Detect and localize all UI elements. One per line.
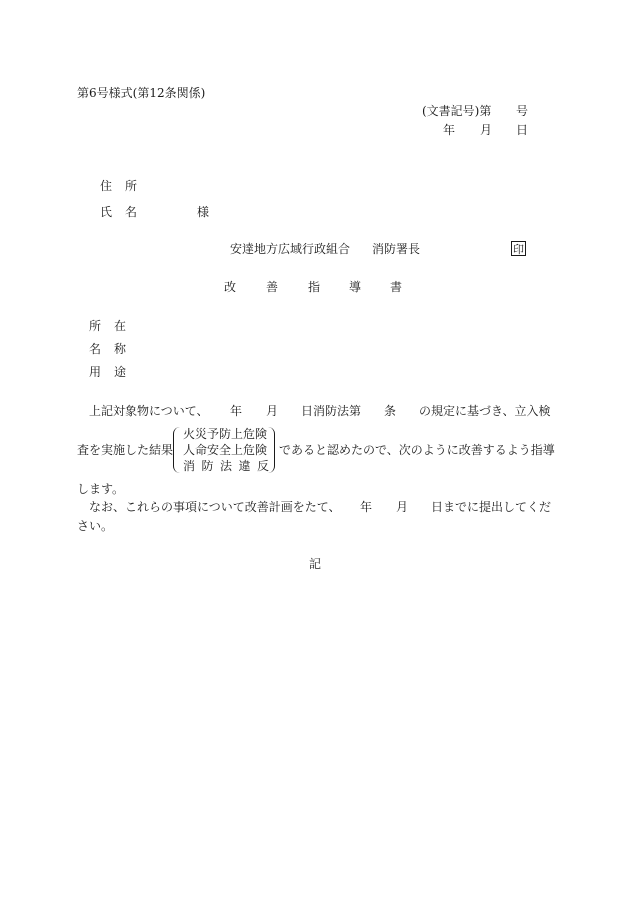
target-name-label-2: 称 [114,342,127,356]
option-violation-char-4: 違 [238,459,251,473]
body-line1-month: 月 [266,404,279,418]
issuer-organization: 安達地方広域行政組合 [230,242,351,256]
title-char-4: 導 [349,280,362,294]
option-fire-law-violation [183,460,269,472]
body-line1-end: の規定に基づき、立入検 [419,404,551,418]
recipient-honorific: 様 [197,205,210,219]
body-line5: さい。 [77,519,114,533]
recipient-name-label-1: 氏 [100,205,113,219]
body-line4-end: 日までに提出してくだ [431,500,552,514]
recipient-name-label-2: 名 [125,205,138,219]
target-location-label-1: 所 [89,319,102,333]
body-line1-start: 上記対象物について、 [89,404,209,418]
target-name-label-1: 名 [89,342,102,356]
title-char-5: 書 [390,280,403,294]
date-month: 月 [480,123,493,137]
body-line4-start: なお、これらの事項について改善計画をたて、 [89,500,341,514]
body-line1-day-law: 日消防法第 [301,404,362,418]
ki-heading: 記 [309,557,322,571]
body-line1-year: 年 [230,404,243,418]
recipient-address-label-1: 住 [100,179,113,193]
seal-stamp: 印 [513,243,524,256]
body-line3: します。 [77,482,125,496]
option-violation-char-1: 消 [183,459,196,473]
target-use-label-1: 用 [89,365,102,379]
option-life-safety: 人命安全上危険 [183,443,268,457]
title-char-2: 善 [266,280,279,294]
option-violation-char-5: 反 [256,459,269,473]
document-number-prefix: (文書記号)第 [422,104,492,118]
body-line1-article: 条 [384,404,397,418]
option-violation-char-2: 防 [201,459,214,473]
document-number-suffix: 号 [516,104,529,118]
title-char-3: 指 [308,280,321,294]
option-violation-char-3: 法 [219,459,232,473]
title-char-1: 改 [224,280,237,294]
body-line4-year: 年 [360,500,373,514]
form-label: 第6号様式(第12条関係) [77,86,206,100]
body-line2-end: であると認めたので、次のように改善するよう指導 [279,443,555,457]
option-fire-prevention: 火災予防上危険 [183,427,268,441]
body-line2-start: 査を実施した結果 [77,443,174,457]
body-line4-month: 月 [396,500,409,514]
issuer-title: 消防署長 [372,242,421,256]
recipient-address-label-2: 所 [125,179,138,193]
date-year: 年 [443,123,456,137]
date-day: 日 [516,123,529,137]
target-use-label-2: 途 [114,365,127,379]
target-location-label-2: 在 [114,319,127,333]
